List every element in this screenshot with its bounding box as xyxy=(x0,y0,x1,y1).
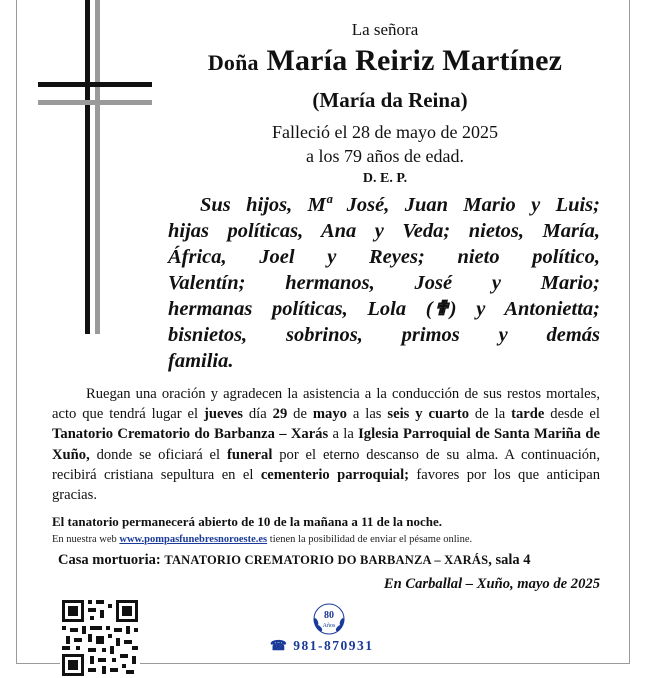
funeral-home-line xyxy=(58,552,606,569)
dep-line: D. E. P. xyxy=(362,171,408,186)
body-text: donde se oficiará el xyxy=(89,446,227,463)
body-bold: 29 xyxy=(272,406,288,423)
name-text: María Reiriz Martínez xyxy=(266,44,563,77)
body-text: a las xyxy=(346,406,388,423)
body-text: Ruegan una oración y agradecen la asistencia a la conducción de sus restos mortales, acto que tendrá lugar el xyxy=(52,386,600,423)
body-text: favores por los que anticipan gracias. xyxy=(52,466,601,504)
family-line: familia. xyxy=(168,350,234,372)
emblem-number: 80 xyxy=(324,610,334,621)
opening-hours: El tanatorio permanecerá abierto de 10 de la mañana a 11 de la noche. xyxy=(52,514,442,529)
anniversary-laurel-icon xyxy=(310,600,348,638)
funeral-home-name: TANATORIO CREMATORIO DO BARBANZA – XARÁS xyxy=(164,553,489,567)
family-line: Sus hijos, Mª José, Juan Mario y Luis; xyxy=(200,194,600,216)
body-text: de la xyxy=(469,406,512,423)
age-line: a los 79 años de edad. xyxy=(306,146,464,166)
body-bold: seis y cuarto xyxy=(387,406,469,423)
body-text: por el eterno descanso de su alma. A continuación, recibirá cristiana sepultura en el xyxy=(52,446,601,483)
body-bold: mayo xyxy=(312,406,347,423)
deceased-alias: (María da Reina) xyxy=(312,88,468,112)
family-line: África, Joel y Reyes; nieto político, xyxy=(168,246,600,268)
funeral-home-room: , sala 4 xyxy=(488,552,531,568)
phone-line[interactable] xyxy=(270,638,373,654)
emblem-text: Años xyxy=(322,623,336,629)
funeral-home-label: Casa mortuoria: xyxy=(58,552,161,568)
body-bold: cementerio parroquial; xyxy=(260,466,409,483)
deceased-name xyxy=(160,44,610,78)
body-text: de xyxy=(287,406,313,423)
phone-icon: ☎ xyxy=(270,638,289,653)
latin-cross-icon xyxy=(36,0,156,340)
qr-code-icon[interactable] xyxy=(60,598,140,678)
web-suffix: tienen la posibilidad de enviar el pésame online. xyxy=(267,534,473,545)
title-line: La señora xyxy=(351,20,419,39)
ceremony-paragraph xyxy=(52,384,600,505)
phone-number: 981-870931 xyxy=(293,638,374,653)
body-bold: funeral xyxy=(226,446,273,463)
death-date: Falleció el 28 de mayo de 2025 xyxy=(272,122,498,142)
body-text: día xyxy=(242,406,273,423)
family-line: hermanas políticas, Lola (✟) y Antonietta; xyxy=(168,298,600,320)
body-bold: tarde xyxy=(511,406,545,423)
family-list xyxy=(168,192,600,374)
body-text: a la xyxy=(328,426,359,443)
family-line: Valentín; hermanos, José y Mario; xyxy=(168,272,600,294)
body-bold: Tanatorio Crematorio do Barbanza – Xarás xyxy=(52,426,329,443)
body-bold: jueves xyxy=(204,406,243,423)
family-line: bisnietos, sobrinos, primos y demás xyxy=(168,324,600,346)
body-bold: Iglesia Parroquial de Santa Mariña de Xuño, xyxy=(52,426,600,463)
place-date: En Carballal – Xuño, mayo de 2025 xyxy=(383,576,600,592)
name-prefix: Doña xyxy=(207,50,259,75)
family-line: hijas políticas, Ana y Veda; nietos, María, xyxy=(168,220,600,242)
web-line xyxy=(52,534,600,545)
website-link[interactable]: www.pompasfunebresnoroeste.es xyxy=(119,534,268,545)
web-prefix: En nuestra web xyxy=(52,534,120,545)
body-text: desde el xyxy=(544,406,600,423)
